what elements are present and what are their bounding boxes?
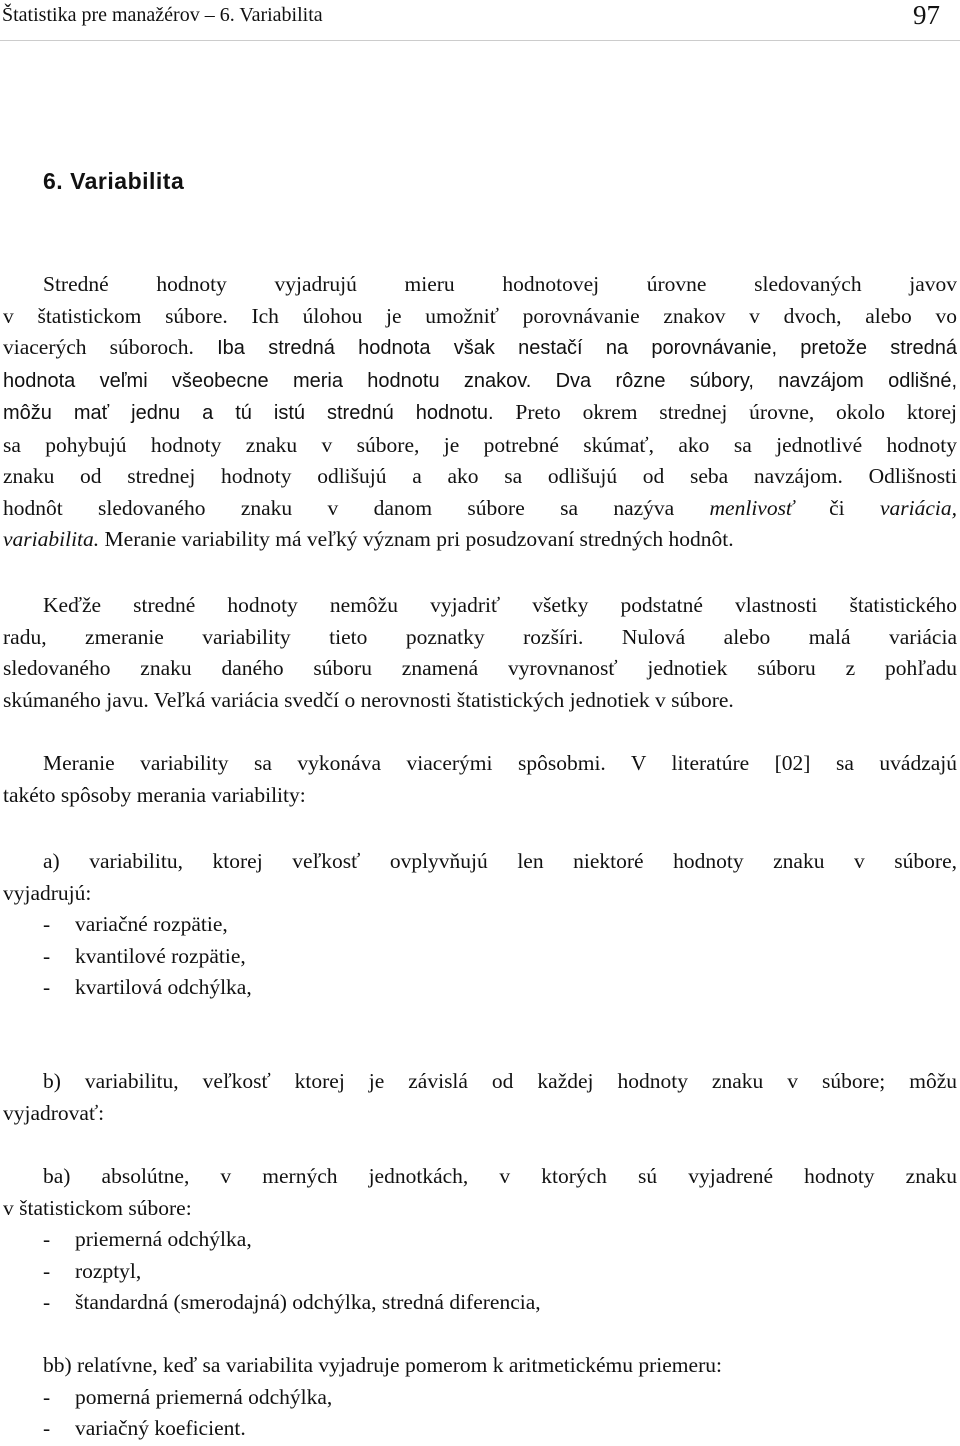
text-fragment: Meranie variability má veľký význam pri posudzovaní stredných hodnôt. bbox=[99, 527, 734, 551]
list-item bbox=[3, 972, 957, 1004]
list-item-text: priemerná odchýlka, bbox=[75, 1227, 252, 1251]
text-line bbox=[3, 622, 957, 654]
text-fragment: Odlišnosti bbox=[842, 464, 958, 488]
text-line: a) variabilitu, ktorej veľkosť ovplyvňujú len niektoré hodnoty znaku v súbore, bbox=[43, 849, 957, 873]
text-fragment: skúmaného javu. bbox=[3, 687, 149, 712]
list-item bbox=[3, 941, 957, 973]
italic-term: menlivosť bbox=[709, 495, 794, 520]
text-line: vyjadrovať: bbox=[3, 1100, 105, 1125]
list-item bbox=[3, 1287, 957, 1319]
text-fragment: či bbox=[793, 495, 880, 520]
bullet-dash: - bbox=[43, 1227, 51, 1251]
text-line bbox=[3, 332, 957, 365]
running-header-title: Štatistika pre manažérov – 6. Variabilita bbox=[2, 4, 323, 26]
page-header bbox=[0, 0, 960, 41]
text-fragment: znaku od strednej hodnoty odlišujú a ako sa odlišujú od seba navzájom. bbox=[3, 464, 843, 488]
text-line: sa pohybujú hodnoty znaku v súbore, je potrebné skúmať, ako sa jednotlivé hodnoty bbox=[3, 432, 957, 457]
bullet-dash: - bbox=[43, 1290, 51, 1314]
text-line bbox=[3, 365, 957, 398]
text-fragment: Dva rôzne súbory, navzájom odlišné, bbox=[531, 369, 958, 392]
text-line bbox=[3, 397, 957, 430]
bullet-dash: - bbox=[43, 943, 51, 968]
text-line: ba) absolútne, v merných jednotkách, v ktorých sú vyjadrené hodnoty znaku bbox=[43, 1164, 957, 1188]
text-line: bb) relatívne, keď sa variabilita vyjadruje pomerom k aritmetickému priemeru: bbox=[43, 1353, 722, 1377]
list-item-text: rozptyl, bbox=[75, 1258, 142, 1283]
text-fragment: Preto okrem strednej úrovne, okolo ktorej bbox=[493, 400, 957, 424]
list-item-text: variačný koeficient. bbox=[75, 1416, 246, 1440]
page-number: 97 bbox=[913, 0, 940, 30]
text-line bbox=[3, 524, 957, 556]
text-fragment: hodnota veľmi všeobecne meria hodnotu znakov. bbox=[3, 369, 532, 392]
text-fragment: Iba stredná hodnota však nestačí na porovnávanie, pretože stredná bbox=[193, 337, 958, 359]
text-line: takéto spôsoby merania variability: bbox=[3, 782, 306, 807]
bullet-dash: - bbox=[43, 912, 51, 936]
list-item-bb bbox=[3, 1350, 957, 1445]
list-item-text: kvartilová odchýlka, bbox=[75, 975, 252, 999]
list-item-text: štandardná (smerodajná) odchýlka, stredná diferencia, bbox=[75, 1290, 541, 1314]
text-line: v štatistickom súbore. Ich úlohou je umožniť porovnávanie znakov v dvoch, alebo vo bbox=[3, 303, 957, 328]
paragraph-2 bbox=[3, 590, 957, 716]
list-item bbox=[3, 1256, 957, 1288]
text-line: Keďže stredné hodnoty nemôžu vyjadriť všetky podstatné vlastnosti štatistického bbox=[43, 593, 957, 617]
text-line: v štatistickom súbore: bbox=[3, 1195, 192, 1220]
bullet-dash: - bbox=[43, 1384, 51, 1409]
list-item-ba bbox=[3, 1161, 957, 1319]
list-item-text: kvantilové rozpätie, bbox=[75, 943, 246, 968]
text-fragment: hodnôt sledovaného znaku v danom súbore sa nazýva bbox=[3, 495, 710, 520]
text-line bbox=[3, 493, 957, 525]
section-title: 6. Variabilita bbox=[43, 168, 185, 194]
text-line: b) variabilitu, veľkosť ktorej je závislá od každej hodnoty znaku v súbore; môžu bbox=[43, 1069, 957, 1093]
paragraph-3 bbox=[3, 748, 957, 811]
italic-term: variácia, bbox=[879, 495, 957, 520]
text-fragment: radu, zmeranie variability tieto poznatky rozšíri. bbox=[3, 624, 584, 649]
text-line bbox=[3, 461, 957, 493]
text-fragment: viacerých súboroch. bbox=[3, 335, 194, 359]
list-item bbox=[3, 1413, 957, 1445]
list-item bbox=[3, 909, 957, 941]
bullet-dash: - bbox=[43, 975, 51, 999]
text-fragment: môžu mať jednu a tú istú strednú hodnotu. bbox=[3, 402, 494, 424]
text-line: Stredné hodnoty vyjadrujú mieru hodnotovej úrovne sledovaných javov bbox=[43, 272, 957, 296]
text-line: sledovaného znaku daného súboru znamená vyrovnanosť jednotiek súboru z pohľadu bbox=[3, 656, 957, 680]
list-item-a bbox=[3, 846, 957, 1004]
text-fragment: Nulová alebo malá variácia bbox=[583, 624, 957, 649]
paragraph-1 bbox=[3, 269, 957, 556]
text-fragment: Veľká variácia svedčí o nerovnosti štatistických jednotiek v súbore. bbox=[148, 687, 734, 712]
text-line: Meranie variability sa vykonáva viacerými spôsobmi. V literatúre [02] sa uvádzajú bbox=[43, 751, 957, 775]
list-item bbox=[3, 1382, 957, 1414]
text-line: vyjadrujú: bbox=[3, 880, 92, 905]
list-item-text: pomerná priemerná odchýlka, bbox=[75, 1384, 333, 1409]
list-item-b bbox=[3, 1066, 957, 1129]
list-item-text: variačné rozpätie, bbox=[75, 912, 228, 936]
bullet-dash: - bbox=[43, 1416, 51, 1440]
text-line bbox=[3, 685, 957, 717]
italic-term: variabilita. bbox=[3, 527, 100, 551]
bullet-dash: - bbox=[43, 1258, 51, 1283]
list-item bbox=[3, 1224, 957, 1256]
